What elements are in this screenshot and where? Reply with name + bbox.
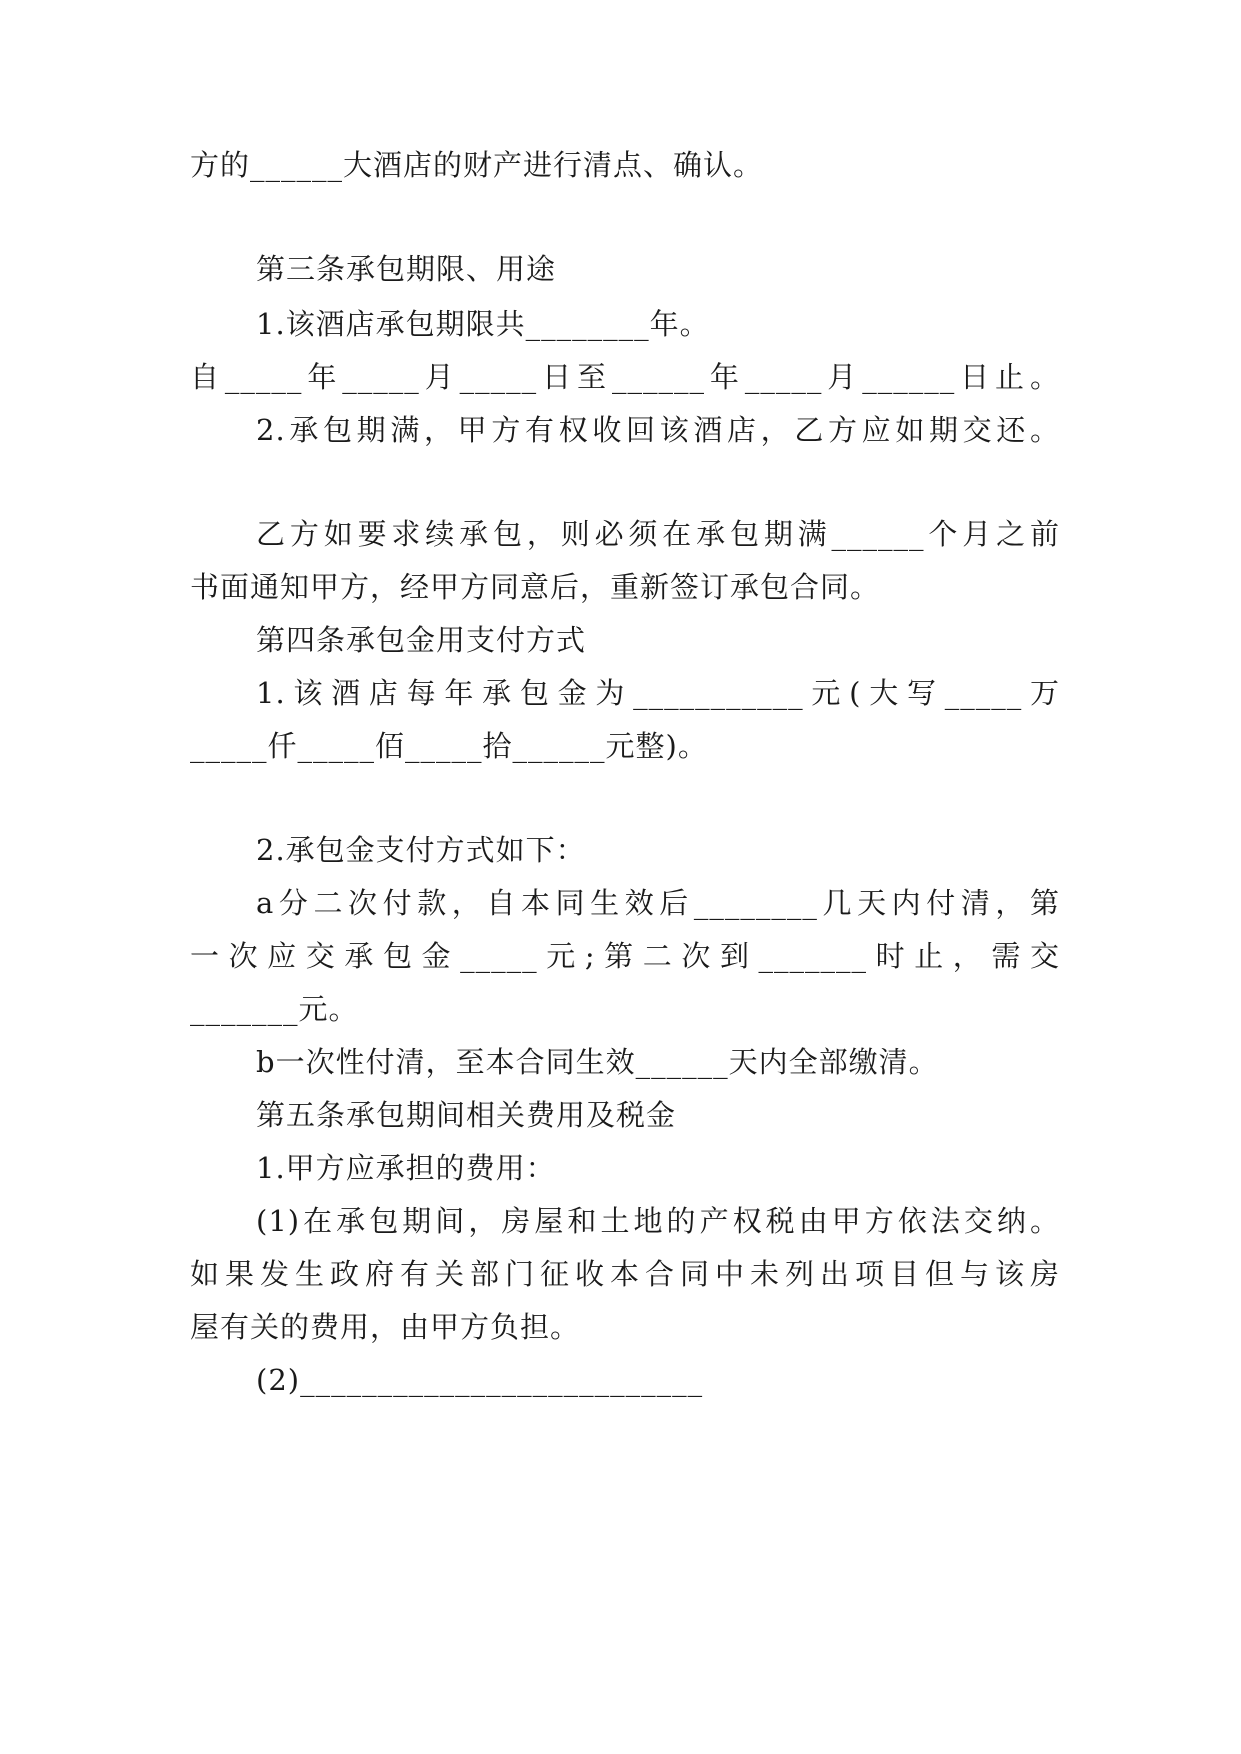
text-line-4: 自_____年_____月_____日至______年_____月______日止。	[190, 360, 1060, 394]
section-heading-5: 第五条承包期间相关费用及税金	[256, 1098, 677, 1132]
text-line-12: a分二次付款，自本同生效后________几天内付清，第	[256, 886, 1060, 920]
text-line-20: 屋有关的费用，由甲方负担。	[190, 1310, 581, 1344]
text-line-6: 乙方如要求续承包，则必须在承包期满______个月之前	[256, 517, 1060, 551]
text-line-5: 2.承包期满，甲方有权收回该酒店，乙方应如期交还。	[256, 413, 1060, 447]
section-heading-4: 第四条承包金用支付方式	[256, 623, 587, 657]
text-line-15: b一次性付清，至本合同生效______天内全部缴清。	[256, 1045, 939, 1079]
text-line-3: 1.该酒店承包期限共________年。	[256, 307, 710, 341]
text-line-1: 方的______大酒店的财产进行清点、确认。	[190, 148, 764, 182]
text-line-17: 1.甲方应承担的费用：	[256, 1151, 556, 1185]
text-line-21: (2)__________________________	[256, 1363, 704, 1397]
text-line-18: (1)在承包期间，房屋和土地的产权税由甲方依法交纳。	[256, 1204, 1060, 1238]
text-line-13: 一次应交承包金_____元;第二次到_______时止，需交	[190, 939, 1060, 973]
section-heading-3: 第三条承包期限、用途	[256, 252, 557, 286]
text-line-7: 书面通知甲方，经甲方同意后，重新签订承包合同。	[190, 570, 881, 604]
text-line-10: _____仟_____佰_____拾______元整)。	[190, 729, 708, 763]
text-line-19: 如果发生政府有关部门征收本合同中未列出项目但与该房	[190, 1257, 1060, 1291]
text-line-11: 2.承包金支付方式如下：	[256, 833, 586, 867]
text-line-9: 1.该酒店每年承包金为___________元(大写_____万	[256, 676, 1060, 710]
text-line-14: _______元。	[190, 992, 359, 1026]
